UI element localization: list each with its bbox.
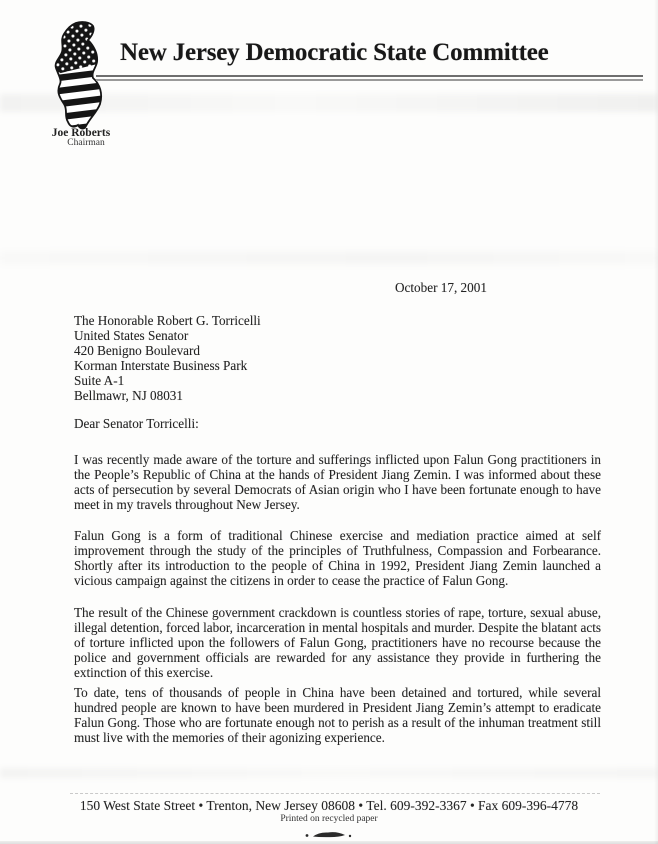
footer-separator <box>70 793 600 794</box>
footer-address: 150 West State Street • Trenton, New Jersey 08608 • Tel. 609-392-3367 • Fax 609-396-4778 <box>79 798 579 813</box>
chairman-name: Joe Roberts <box>51 127 111 139</box>
scan-edge-shadow <box>654 0 658 844</box>
scan-artifact-streak <box>0 768 658 778</box>
address-line: United States Senator <box>74 328 189 343</box>
address-line: The Honorable Robert G. Torricelli <box>74 313 261 328</box>
letter-body <box>74 280 601 745</box>
address-line: Bellmawr, NJ 08031 <box>74 388 183 403</box>
chairman-block <box>38 127 124 149</box>
date-line: October 17, 2001 <box>395 280 487 295</box>
chairman-title: Chairman <box>67 138 105 149</box>
address-line: Suite A-1 <box>74 373 125 388</box>
letterhead-title: New Jersey Democratic State Committee <box>120 39 549 66</box>
salutation: Dear Senator Torricelli: <box>74 416 199 431</box>
address-line: Korman Interstate Business Park <box>74 358 248 373</box>
recycled-note: Printed on recycled paper <box>280 814 378 824</box>
letterhead-double-rule <box>96 75 643 81</box>
body-paragraph: The result of the Chinese government crackdown is countless stories of rape, torture, sexual abuse, illegal detention, forced labor, incarceration in mental hospitals and murder. Despite the blatant acts of torture inflicted upon the followers of Falun Gong, practitioners have no recourse because the police and government officials are rewarded for any assistance they provide in furthering the extinction of this exercise. <box>74 605 601 680</box>
body-paragraph: I was recently made aware of the torture and sufferings inflicted upon Falun Gong practitioners in the People’s Republic of China at the hands of President Jiang Zemin. I was informed about these acts of persecution by several Democrats of Asian origin who I have been fortunate enough to have meet in my travels throughout New Jersey. <box>74 452 601 512</box>
address-line: 420 Benigno Boulevard <box>74 343 200 358</box>
scan-artifact-streak <box>0 252 658 264</box>
body-paragraph: To date, tens of thousands of people in China have been detained and tortured, while several hundred people are known to have been murdered in President Jiang Zemin’s attempt to eradicate Falun Gong. Those who are fortunate enough not to perish as a result of the inhuman treatment still must live with the memories of their agonizing experience. <box>74 685 601 745</box>
body-paragraph: Falun Gong is a form of traditional Chinese exercise and mediation practice aimed at self improvement through the study of the principles of Truthfulness, Compassion and Forbearance. Shortly after its introduction to the people of China in 1992, President Jiang Zemin launched a vicious campaign against the citizens in order to cease the practice of Falun Gong. <box>74 528 601 588</box>
ink-smudge-ornament-icon <box>0 826 658 844</box>
recipient-address <box>74 313 601 403</box>
